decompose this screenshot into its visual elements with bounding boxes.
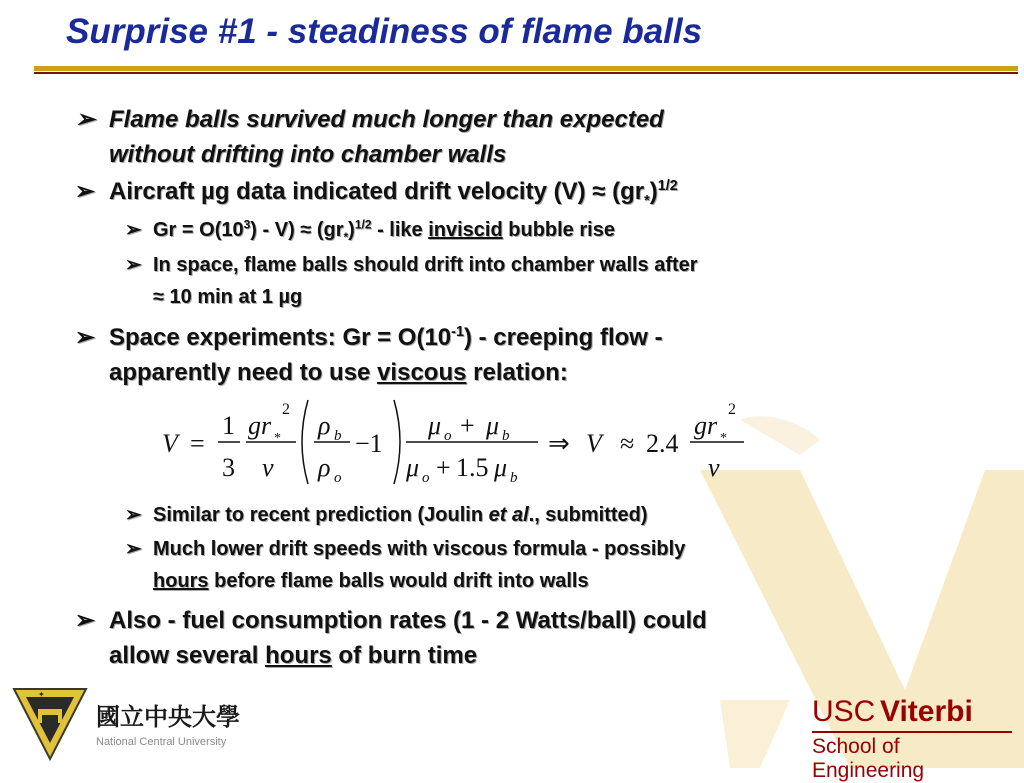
eq-mu-b: μ: [486, 411, 500, 440]
bullet-2b-line-2: ≈ 10 min at 1 µg: [153, 286, 303, 308]
ncu-chinese-name: 國立中央大學: [96, 703, 240, 731]
svg-text:V: V: [586, 429, 602, 458]
sub-bullet-arrow-icon: ➢: [125, 504, 142, 526]
usc-logo-rule: [812, 731, 1012, 733]
svg-text:o: o: [444, 428, 452, 444]
eq-rho-o: ρ: [318, 453, 331, 482]
bullet-arrow-icon: ➢: [75, 106, 96, 133]
eq-sq: 2: [282, 401, 290, 418]
bullet-3-line-1: ➢ Space experiments: $Gr = O(10^{-1})$ - creeping flow -: [75, 324, 663, 351]
svg-text:μ: μ: [494, 453, 508, 482]
school-of-engineering-text: School of Engineering: [812, 735, 925, 782]
eq-V: V: [162, 429, 178, 458]
drift-velocity-equation: [150, 392, 770, 492]
sub-bullet-arrow-icon: ➢: [125, 219, 142, 241]
eq-one: 1: [222, 411, 235, 440]
eq-gr: gr: [248, 411, 272, 440]
eq-rho-b: ρ: [318, 411, 331, 440]
bullet-1-line-2: without drifting into chamber walls: [109, 141, 507, 168]
slide-title: Surprise #1 - steadiness of flame balls: [66, 12, 703, 51]
eq-plus: +: [460, 411, 475, 440]
eq-minus-one: −1: [355, 429, 383, 458]
ncu-english-name: National Central University: [96, 736, 227, 748]
eq-sub-b: b: [334, 428, 342, 444]
eq-onefive: 1.5: [456, 453, 489, 482]
eq-mu-o: μ: [428, 411, 442, 440]
svg-text:o: o: [422, 470, 430, 486]
bullet-arrow-icon: ➢: [75, 178, 96, 205]
eq-star: *: [274, 431, 281, 446]
bullet-arrow-icon: ➢: [75, 607, 96, 634]
svg-text:ν: ν: [708, 453, 720, 482]
bullet-3b-line-2: hours before flame balls would drift into walls: [153, 570, 589, 592]
eq-approx: ≈: [620, 429, 635, 458]
bullet-3a: ➢ Similar to recent prediction (Joulin et al., submitted): [125, 504, 648, 526]
eq-nu: ν: [262, 453, 274, 482]
svg-text:gr: gr: [694, 411, 718, 440]
bullet-2b-line-1: ➢ In space, flame balls should drift into chamber walls after: [125, 254, 698, 276]
bullet-3b-line-1: ➢ Much lower drift speeds with viscous formula - possibly: [125, 538, 686, 560]
bullet-2a: ➢ $Gr = O(10^3) - V) \approx (gr_*)^{1/2}$ - like inviscid bubble rise: [125, 217, 615, 244]
eq-sub-o: o: [334, 470, 342, 486]
eq-equals: =: [190, 429, 205, 458]
ncu-logo: [10, 685, 272, 763]
title-underline-accent: [34, 72, 1018, 74]
eq-implies: ⇒: [548, 429, 570, 458]
svg-text:b: b: [510, 470, 518, 486]
usc-viterbi-logo: [812, 695, 1017, 782]
sub-bullet-arrow-icon: ➢: [125, 254, 142, 276]
bullet-4-line-1: ➢ Also - fuel consumption rates (1 - 2 Watts/ball) could: [75, 607, 707, 634]
usc-text: USC: [812, 695, 876, 728]
svg-text:2: 2: [728, 401, 736, 418]
viterbi-text: Viterbi: [880, 695, 973, 728]
eq-paren-right: [394, 400, 400, 484]
eq-paren-left: [302, 400, 308, 484]
svg-text:μ: μ: [406, 453, 420, 482]
title-underline: [34, 66, 1018, 71]
svg-text:*: *: [720, 431, 727, 446]
svg-text:b: b: [502, 428, 510, 444]
svg-text:✦: ✦: [38, 690, 45, 699]
eq-coef: 2.4: [646, 429, 679, 458]
bullet-2: ➢ Aircraft µg data indicated drift velocity $(V) \approx (gr_*)^{1/2}$: [75, 178, 678, 209]
bullet-1-line-1: ➢ Flame balls survived much longer than expected: [75, 106, 664, 133]
svg-text:+: +: [436, 453, 451, 482]
eq-three: 3: [222, 453, 235, 482]
bullet-4-line-2: allow several hours of burn time: [109, 642, 478, 669]
bullet-3-line-2: apparently need to use viscous relation:: [109, 359, 568, 386]
bullet-arrow-icon: ➢: [75, 324, 96, 351]
sub-bullet-arrow-icon: ➢: [125, 538, 142, 560]
